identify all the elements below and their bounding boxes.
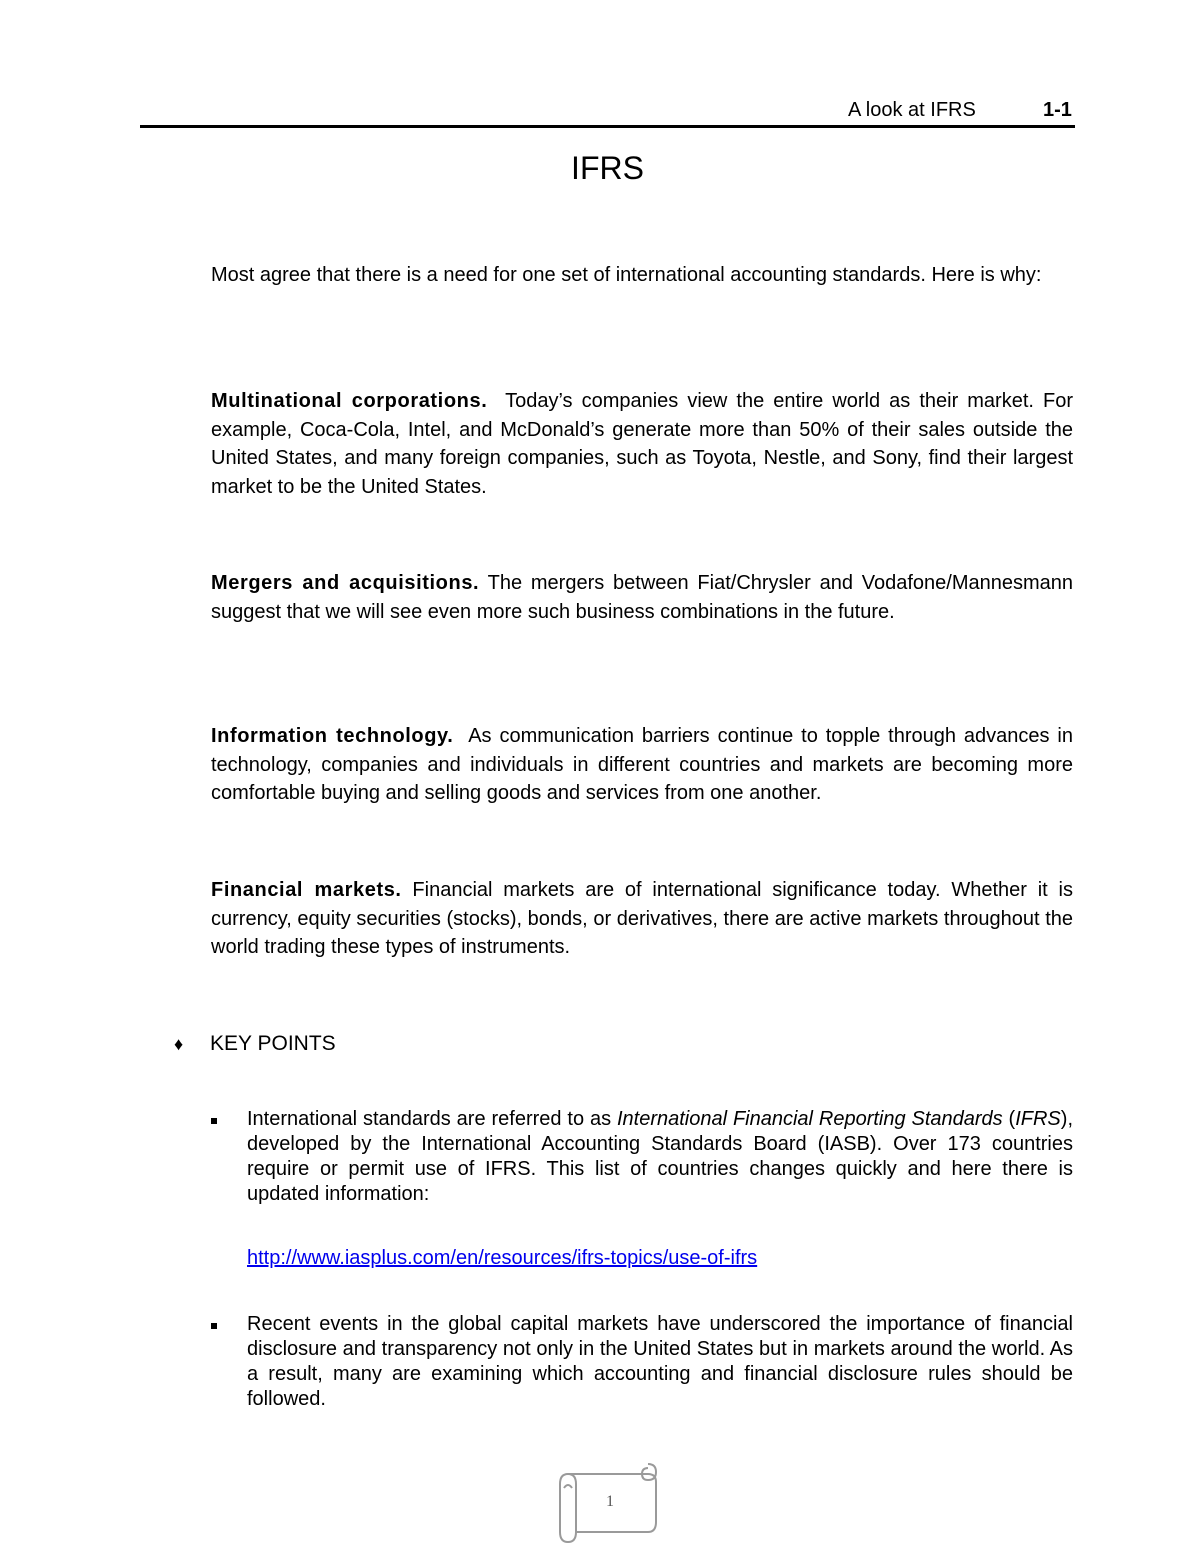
section-body: Financial markets are of international significance today. Whether it is currency, equity securities (stocks), bonds, or derivatives, there are active markets throughout the world trading these types of instruments.: [211, 879, 1074, 958]
key-point-text-part: International standards are referred to as: [247, 1108, 617, 1130]
page-number: 1: [606, 1493, 614, 1510]
page-title: IFRS: [571, 150, 644, 186]
section-mergers: [211, 569, 1073, 626]
square-bullet-icon: [211, 1323, 217, 1329]
diamond-bullet-icon: ♦: [174, 1034, 184, 1054]
square-bullet-icon: [211, 1118, 217, 1124]
section-body: The mergers between Fiat/Chrysler and Vodafone/Mannesmann suggest that we will see even more such business combinations in the future.: [211, 572, 1074, 623]
header-page-number: 1-1: [1043, 99, 1072, 121]
key-point-item: [211, 1312, 1073, 1412]
key-point-italic-abbr: IFRS: [1015, 1108, 1061, 1130]
section-body: As communication barriers continue to topple through advances in technology, companies and individuals in different countries and markets are becoming more comfortable buying and selling goods and services from one another.: [211, 725, 1074, 804]
key-point-item: [211, 1107, 1073, 1207]
ifrs-use-link[interactable]: http://www.iasplus.com/en/resources/ifrs-topics/use-of-ifrs: [247, 1247, 758, 1269]
section-body: Today’s companies view the entire world as their market. For example, Coca-Cola, Intel, and McDonald’s generate more than 50% of their sales outside the United States, and many foreign companies, such as Toyota, Nestle, and Sony, find their largest market to be the United States.: [211, 390, 1073, 498]
key-points-heading: [174, 1032, 336, 1056]
key-point-text: Recent events in the global capital markets have underscored the importance of financial disclosure and transparency not only in the United States but in markets around the world. As a result, many are examining which accounting and financial disclosure rules should be followed.: [247, 1313, 1073, 1410]
section-information-technology: [211, 722, 1073, 808]
section-financial-markets: [211, 876, 1073, 962]
key-point-italic-term: International Financial Reporting Standards: [616, 1108, 1003, 1130]
key-point-text: [247, 1107, 1073, 1207]
key-point-text-part: (: [1002, 1108, 1016, 1130]
key-points-title: KEY POINTS: [210, 1032, 336, 1055]
key-point-text-part: ), developed by the International Accounting Standards Board (IASB). Over 173 countries require or permit use of IFRS. This list of countries changes quickly and here there is updated information:: [247, 1108, 1073, 1205]
intro-paragraph: Most agree that there is a need for one set of international accounting standards. Here is why:: [211, 264, 1042, 286]
section-heading: Mergers and acquisitions.: [211, 572, 480, 594]
section-multinational: [211, 387, 1073, 501]
section-heading: Financial markets.: [211, 879, 402, 901]
header-title: A look at IFRS: [848, 99, 976, 121]
section-heading: Information technology.: [211, 725, 454, 747]
header-rule: [140, 125, 1075, 128]
section-heading: Multinational corporations.: [211, 390, 488, 412]
